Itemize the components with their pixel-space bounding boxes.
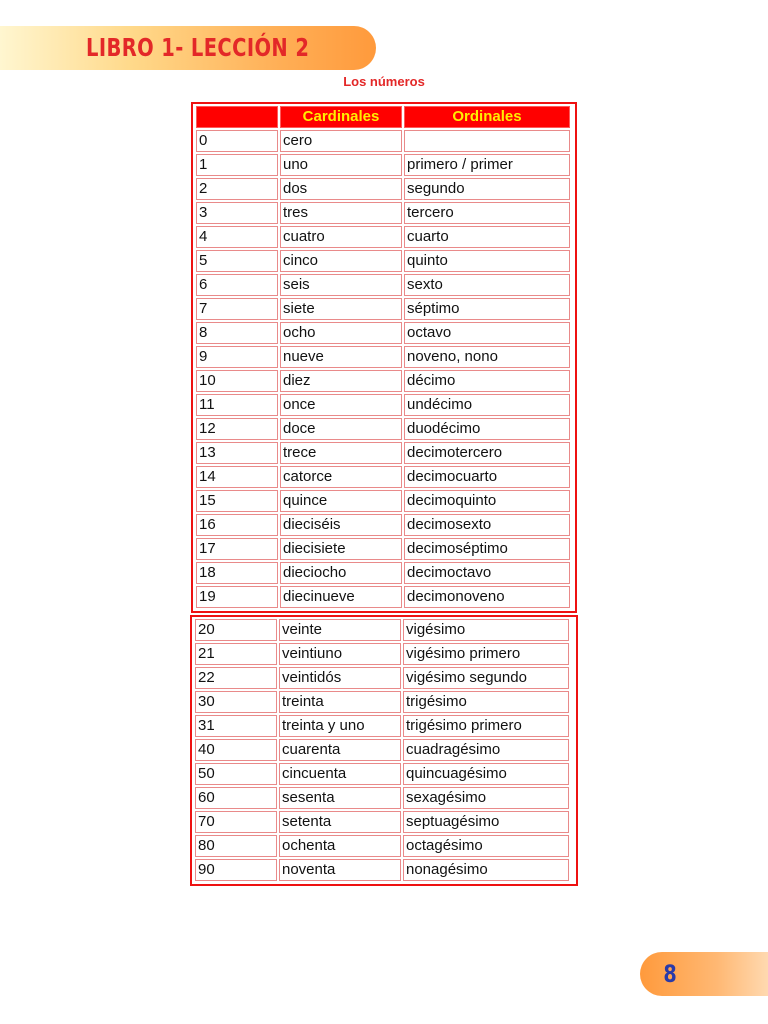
table-body-bottom [194,618,574,882]
cell-cardinal: diez [280,370,402,392]
cell-cardinal: catorce [280,466,402,488]
cell-number: 15 [196,490,278,512]
cell-ordinal: quinto [404,250,570,272]
table-row [195,129,573,153]
cell-number: 21 [195,643,277,665]
cell-number: 17 [196,538,278,560]
cell-number: 30 [195,691,277,713]
cell-cardinal: cincuenta [279,763,401,785]
table-row [194,690,574,714]
table-row [194,834,574,858]
cell-ordinal: nonagésimo [403,859,569,881]
cell-cardinal: cinco [280,250,402,272]
cell-cardinal: dieciocho [280,562,402,584]
cell-number: 80 [195,835,277,857]
cell-ordinal: decimoctavo [404,562,570,584]
page-number: 8 [663,960,677,988]
header-cell-ordinales: Ordinales [404,106,570,128]
cell-ordinal: cuarto [404,226,570,248]
cell-ordinal: undécimo [404,394,570,416]
cell-cardinal: trece [280,442,402,464]
cell-ordinal: décimo [404,370,570,392]
table-row [195,201,573,225]
table-row [195,273,573,297]
numbers-table [190,102,578,886]
table-row [195,585,573,609]
cell-number: 9 [196,346,278,368]
cell-number: 16 [196,514,278,536]
cell-cardinal: treinta y uno [279,715,401,737]
cell-ordinal: octagésimo [403,835,569,857]
cell-number: 40 [195,739,277,761]
table-row [194,858,574,882]
cell-number: 8 [196,322,278,344]
table-row [195,489,573,513]
cell-ordinal: quincuagésimo [403,763,569,785]
cell-cardinal: doce [280,418,402,440]
cell-number: 7 [196,298,278,320]
table-body-top [195,129,573,609]
table-row [195,249,573,273]
numbers-table-block-0-19 [191,102,577,613]
cell-cardinal: tres [280,202,402,224]
cell-ordinal: primero / primer [404,154,570,176]
cell-number: 22 [195,667,277,689]
cell-ordinal: vigésimo segundo [403,667,569,689]
cell-number: 0 [196,130,278,152]
cell-number: 5 [196,250,278,272]
cell-cardinal: nueve [280,346,402,368]
cell-ordinal: decimoséptimo [404,538,570,560]
table-row [194,738,574,762]
cell-cardinal: seis [280,274,402,296]
cell-cardinal: veintidós [279,667,401,689]
cell-ordinal: trigésimo primero [403,715,569,737]
cell-number: 90 [195,859,277,881]
cell-cardinal: dos [280,178,402,200]
table-row [195,465,573,489]
cell-cardinal: treinta [279,691,401,713]
table-row [194,786,574,810]
cell-cardinal: cero [280,130,402,152]
cell-number: 11 [196,394,278,416]
table-row [195,321,573,345]
table-row [195,369,573,393]
cell-number: 60 [195,787,277,809]
cell-cardinal: noventa [279,859,401,881]
cell-ordinal: segundo [404,178,570,200]
cell-cardinal: siete [280,298,402,320]
table-row [195,177,573,201]
cell-ordinal: decimonoveno [404,586,570,608]
cell-number: 13 [196,442,278,464]
table-row [195,297,573,321]
lesson-title: LIBRO 1- LECCIÓN 2 [86,33,310,62]
cell-ordinal: trigésimo [403,691,569,713]
cell-cardinal: once [280,394,402,416]
table-row [195,345,573,369]
cell-ordinal: decimosexto [404,514,570,536]
table-row [194,642,574,666]
cell-cardinal: ocho [280,322,402,344]
table-row [195,441,573,465]
cell-cardinal: cuatro [280,226,402,248]
cell-number: 14 [196,466,278,488]
cell-ordinal: sexto [404,274,570,296]
cell-ordinal: septuagésimo [403,811,569,833]
cell-cardinal: veintiuno [279,643,401,665]
table-row [194,714,574,738]
table-row [194,666,574,690]
cell-number: 10 [196,370,278,392]
cell-number: 4 [196,226,278,248]
cell-cardinal: quince [280,490,402,512]
header-cell-cardinales: Cardinales [280,106,402,128]
table-row [195,561,573,585]
cell-ordinal [404,130,570,152]
cell-number: 18 [196,562,278,584]
table-row [195,537,573,561]
table-row [194,618,574,642]
cell-number: 19 [196,586,278,608]
cell-cardinal: dieciséis [280,514,402,536]
numbers-table-block-20-90 [190,615,578,886]
cell-cardinal: cuarenta [279,739,401,761]
table-row [195,393,573,417]
cell-cardinal: setenta [279,811,401,833]
cell-ordinal: sexagésimo [403,787,569,809]
cell-number: 2 [196,178,278,200]
table-row [194,762,574,786]
cell-ordinal: octavo [404,322,570,344]
cell-cardinal: uno [280,154,402,176]
cell-ordinal: duodécimo [404,418,570,440]
cell-number: 31 [195,715,277,737]
table-header-row [195,105,573,129]
cell-cardinal: ochenta [279,835,401,857]
cell-cardinal: veinte [279,619,401,641]
table-title: Los números [343,74,425,89]
cell-number: 12 [196,418,278,440]
cell-number: 3 [196,202,278,224]
header-cell-number [196,106,278,128]
cell-ordinal: vigésimo primero [403,643,569,665]
cell-ordinal: séptimo [404,298,570,320]
cell-ordinal: cuadragésimo [403,739,569,761]
table-row [195,225,573,249]
cell-ordinal: decimotercero [404,442,570,464]
cell-ordinal: decimocuarto [404,466,570,488]
cell-cardinal: diecisiete [280,538,402,560]
cell-ordinal: noveno, nono [404,346,570,368]
table-row [194,810,574,834]
cell-number: 20 [195,619,277,641]
cell-cardinal: sesenta [279,787,401,809]
table-row [195,513,573,537]
cell-number: 1 [196,154,278,176]
cell-number: 6 [196,274,278,296]
cell-number: 70 [195,811,277,833]
cell-cardinal: diecinueve [280,586,402,608]
table-row [195,153,573,177]
cell-ordinal: tercero [404,202,570,224]
cell-number: 50 [195,763,277,785]
table-row [195,417,573,441]
cell-ordinal: decimoquinto [404,490,570,512]
cell-ordinal: vigésimo [403,619,569,641]
